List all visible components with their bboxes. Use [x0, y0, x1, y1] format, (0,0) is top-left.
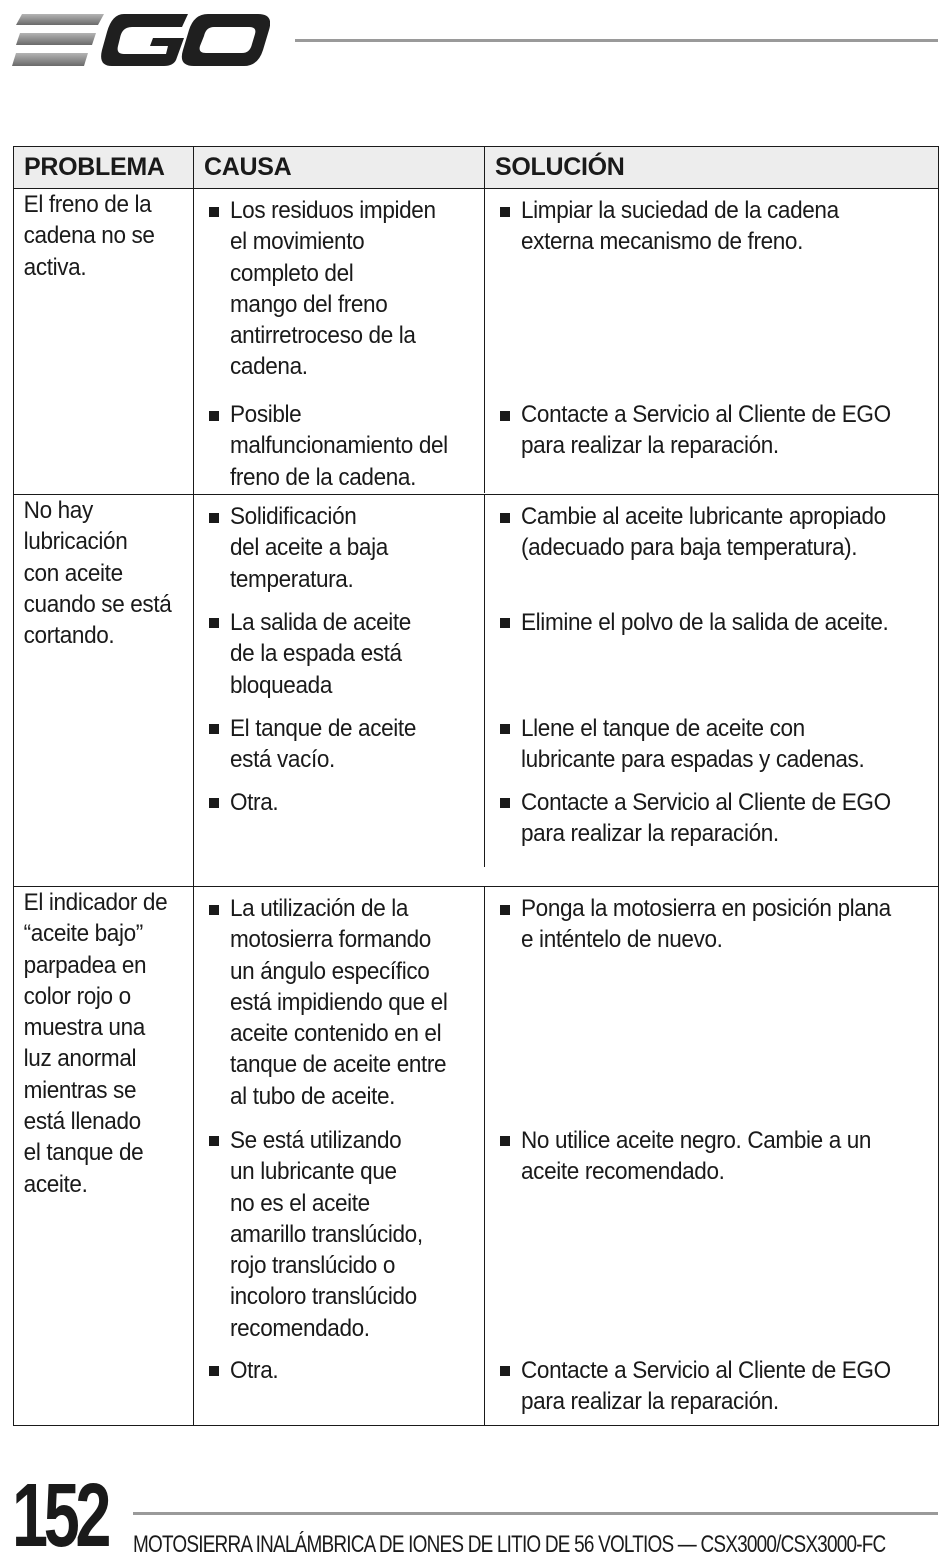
table-header-row [14, 147, 939, 189]
solution-text: Llene el tanque de aceite con lubricante para espadas y cadenas. [521, 715, 865, 774]
bullet-square-icon [209, 1136, 219, 1146]
cause-text: Posible malfuncionamiento del freno de la cadena. [230, 401, 448, 491]
ego-logo [12, 10, 270, 70]
header-cause: CAUSA [194, 147, 485, 189]
cause-list [194, 495, 485, 867]
table-row [14, 495, 939, 887]
bullet-square-icon [209, 513, 219, 523]
problem-cell: El freno de la cadena no se activa. [14, 189, 180, 495]
bullet-square-icon [209, 905, 219, 915]
solution-text: Elimine el polvo de la salida de aceite. [521, 609, 889, 636]
cause-text: Otra. [230, 1357, 279, 1384]
list-item [194, 495, 484, 607]
list-item [485, 1355, 939, 1425]
bullet-square-icon [500, 513, 510, 523]
cause-text: La salida de aceite de la espada está bloqueada [230, 609, 411, 699]
list-item [485, 787, 939, 867]
bullet-square-icon [500, 724, 510, 734]
problem-cell: El indicador de “aceite bajo” parpadea en color rojo o muestra una luz anormal mientras se está llenado el tanque de aceite. [14, 887, 180, 1426]
cause-list [194, 887, 485, 1425]
bullet-square-icon [209, 618, 219, 628]
solution-text: No utilice aceite negro. Cambie a un aceite recomendado. [521, 1127, 872, 1186]
cause-solution-cell [194, 189, 939, 495]
cause-solution-cell [194, 887, 939, 1426]
bullet-square-icon [209, 411, 219, 421]
header-solution: SOLUCIÓN [485, 147, 939, 189]
bullet-square-icon [209, 724, 219, 734]
solution-text: Ponga la motosierra en posición plana e inténtelo de nuevo. [521, 895, 891, 954]
list-item [485, 395, 939, 493]
solution-list [485, 887, 939, 1425]
bullet-square-icon [500, 411, 510, 421]
page-number: 152 [12, 1466, 108, 1566]
list-item [485, 189, 939, 395]
page-header [0, 0, 950, 80]
bullet-square-icon [500, 798, 510, 808]
bullet-square-icon [209, 798, 219, 808]
table-row [14, 887, 939, 1426]
troubleshooting-table [13, 146, 939, 1426]
solution-text: Limpiar la suciedad de la cadena externa mecanismo de freno. [521, 197, 839, 256]
cause-text: Solidificación del aceite a baja temperatura. [230, 503, 388, 593]
list-item [194, 1355, 484, 1425]
list-item [485, 887, 939, 1125]
cause-text: Se está utilizando un lubricante que no es el aceite amarillo translúcido, rojo translúcido o incoloro translúcido recomendado. [230, 1127, 423, 1342]
list-item [485, 607, 939, 713]
list-item [194, 607, 484, 713]
problem-cell: No hay lubricación con aceite cuando se está cortando. [14, 495, 180, 887]
footer-rule [133, 1512, 938, 1515]
bullet-square-icon [500, 618, 510, 628]
bullet-square-icon [500, 207, 510, 217]
bullet-square-icon [500, 905, 510, 915]
solution-text: Contacte a Servicio al Cliente de EGO para realizar la reparación. [521, 1357, 891, 1416]
solution-list [485, 189, 939, 493]
list-item [485, 495, 939, 607]
solution-list [485, 495, 939, 867]
bullet-square-icon [209, 207, 219, 217]
list-item [194, 395, 484, 493]
cause-text: La utilización de la motosierra formando un ángulo específico está impidiendo que el aceite contenido en el tanque de aceite entre al tubo de aceite. [230, 895, 448, 1110]
table-row [14, 189, 939, 495]
bullet-square-icon [209, 1366, 219, 1376]
solution-text: Contacte a Servicio al Cliente de EGO para realizar la reparación. [521, 401, 891, 460]
bullet-square-icon [500, 1136, 510, 1146]
cause-solution-cell [194, 495, 939, 887]
header-problem: PROBLEMA [14, 147, 194, 189]
solution-text: Contacte a Servicio al Cliente de EGO para realizar la reparación. [521, 789, 891, 848]
bullet-square-icon [500, 1366, 510, 1376]
list-item [194, 1125, 484, 1355]
list-item [485, 713, 939, 787]
cause-text: Los residuos impiden el movimiento completo del mango del freno antirretroceso de la cadena. [230, 197, 436, 381]
solution-text: Cambie al aceite lubricante apropiado (adecuado para baja temperatura). [521, 503, 886, 562]
list-item [194, 787, 484, 867]
cause-text: El tanque de aceite está vacío. [230, 715, 416, 774]
list-item [194, 189, 484, 395]
list-item [194, 887, 484, 1125]
cause-list [194, 189, 485, 493]
cause-text: Otra. [230, 789, 279, 816]
header-rule [295, 39, 938, 42]
footer-title: MOTOSIERRA INALÁMBRICA DE IONES DE LITIO DE 56 VOLTIOS — CSX3000/CSX3000-FC [133, 1531, 886, 1558]
list-item [485, 1125, 939, 1355]
list-item [194, 713, 484, 787]
